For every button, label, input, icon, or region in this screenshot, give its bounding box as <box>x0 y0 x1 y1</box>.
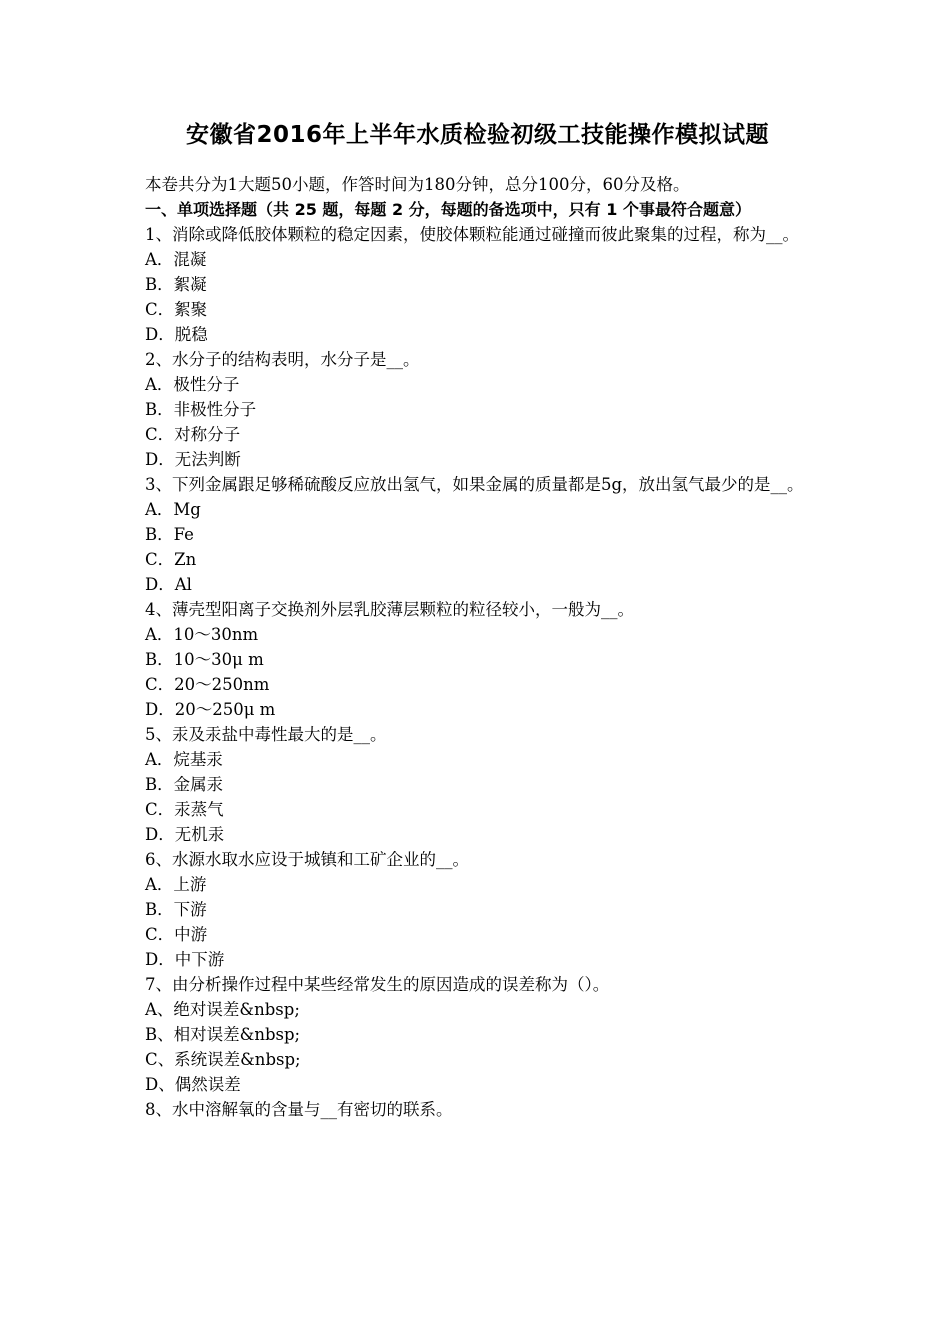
question-text: 1、消除或降低胶体颗粒的稳定因素，使胶体颗粒能通过碰撞而彼此聚集的过程，称为__。 <box>145 225 799 244</box>
option-a: A、绝对误差&nbsp; <box>145 1000 300 1019</box>
option-b: B．非极性分子 <box>145 400 257 419</box>
option-b: B．下游 <box>145 900 207 919</box>
option-d: D．脱稳 <box>145 325 208 344</box>
question-text: 8、水中溶解氧的含量与__有密切的联系。 <box>145 1100 453 1119</box>
option-c: C、系统误差&nbsp; <box>145 1050 301 1069</box>
question-1 <box>145 222 810 347</box>
question-text: 3、下列金属跟足够稀硫酸反应放出氢气，如果金属的质量都是5g，放出氢气最少的是__。 <box>145 475 804 494</box>
option-a: A．极性分子 <box>145 375 240 394</box>
section-heading: 一、单项选择题（共 25 题，每题 2 分，每题的备选项中，只有 1 个事最符合题意） <box>145 200 751 219</box>
option-c: C．汞蒸气 <box>145 800 224 819</box>
option-a: A．混凝 <box>145 250 207 269</box>
option-c: C．Zn <box>145 550 197 569</box>
option-a: A．上游 <box>145 875 207 894</box>
option-d: D．无法判断 <box>145 450 241 469</box>
option-b: B、相对误差&nbsp; <box>145 1025 301 1044</box>
option-c: C．对称分子 <box>145 425 241 444</box>
option-d: D．20～250μ m <box>145 700 276 719</box>
option-a: A．Mg <box>145 500 201 519</box>
question-5 <box>145 722 810 847</box>
option-a: A．烷基汞 <box>145 750 223 769</box>
option-d: D．Al <box>145 575 192 594</box>
option-d: D．中下游 <box>145 950 225 969</box>
question-4 <box>145 597 810 722</box>
option-b: B．10～30μ m <box>145 650 264 669</box>
question-text: 5、汞及汞盐中毒性最大的是__。 <box>145 725 387 744</box>
question-3 <box>145 472 810 597</box>
question-list <box>145 222 810 1122</box>
option-b: B．金属汞 <box>145 775 224 794</box>
question-8 <box>145 1097 810 1122</box>
option-b: B．絮凝 <box>145 275 207 294</box>
option-d: D．无机汞 <box>145 825 225 844</box>
question-6 <box>145 847 810 972</box>
option-b: B．Fe <box>145 525 194 544</box>
question-text: 7、由分析操作过程中某些经常发生的原因造成的误差称为（）。 <box>145 975 610 994</box>
question-text: 6、水源水取水应设于城镇和工矿企业的__。 <box>145 850 469 869</box>
option-c: C．絮聚 <box>145 300 208 319</box>
option-c: C．20～250nm <box>145 675 270 694</box>
option-a: A．10～30nm <box>145 625 259 644</box>
question-2 <box>145 347 810 472</box>
exam-intro: 本卷共分为1大题50小题，作答时间为180分钟，总分100分，60分及格。 <box>145 175 690 194</box>
option-c: C．中游 <box>145 925 208 944</box>
question-text: 2、水分子的结构表明，水分子是__。 <box>145 350 420 369</box>
option-d: D、偶然误差 <box>145 1075 241 1094</box>
question-text: 4、薄壳型阳离子交换剂外层乳胶薄层颗粒的粒径较小，一般为__。 <box>145 600 634 619</box>
page-title: 安徽省2016年上半年水质检验初级工技能操作模拟试题 <box>185 122 769 148</box>
question-7 <box>145 972 810 1097</box>
